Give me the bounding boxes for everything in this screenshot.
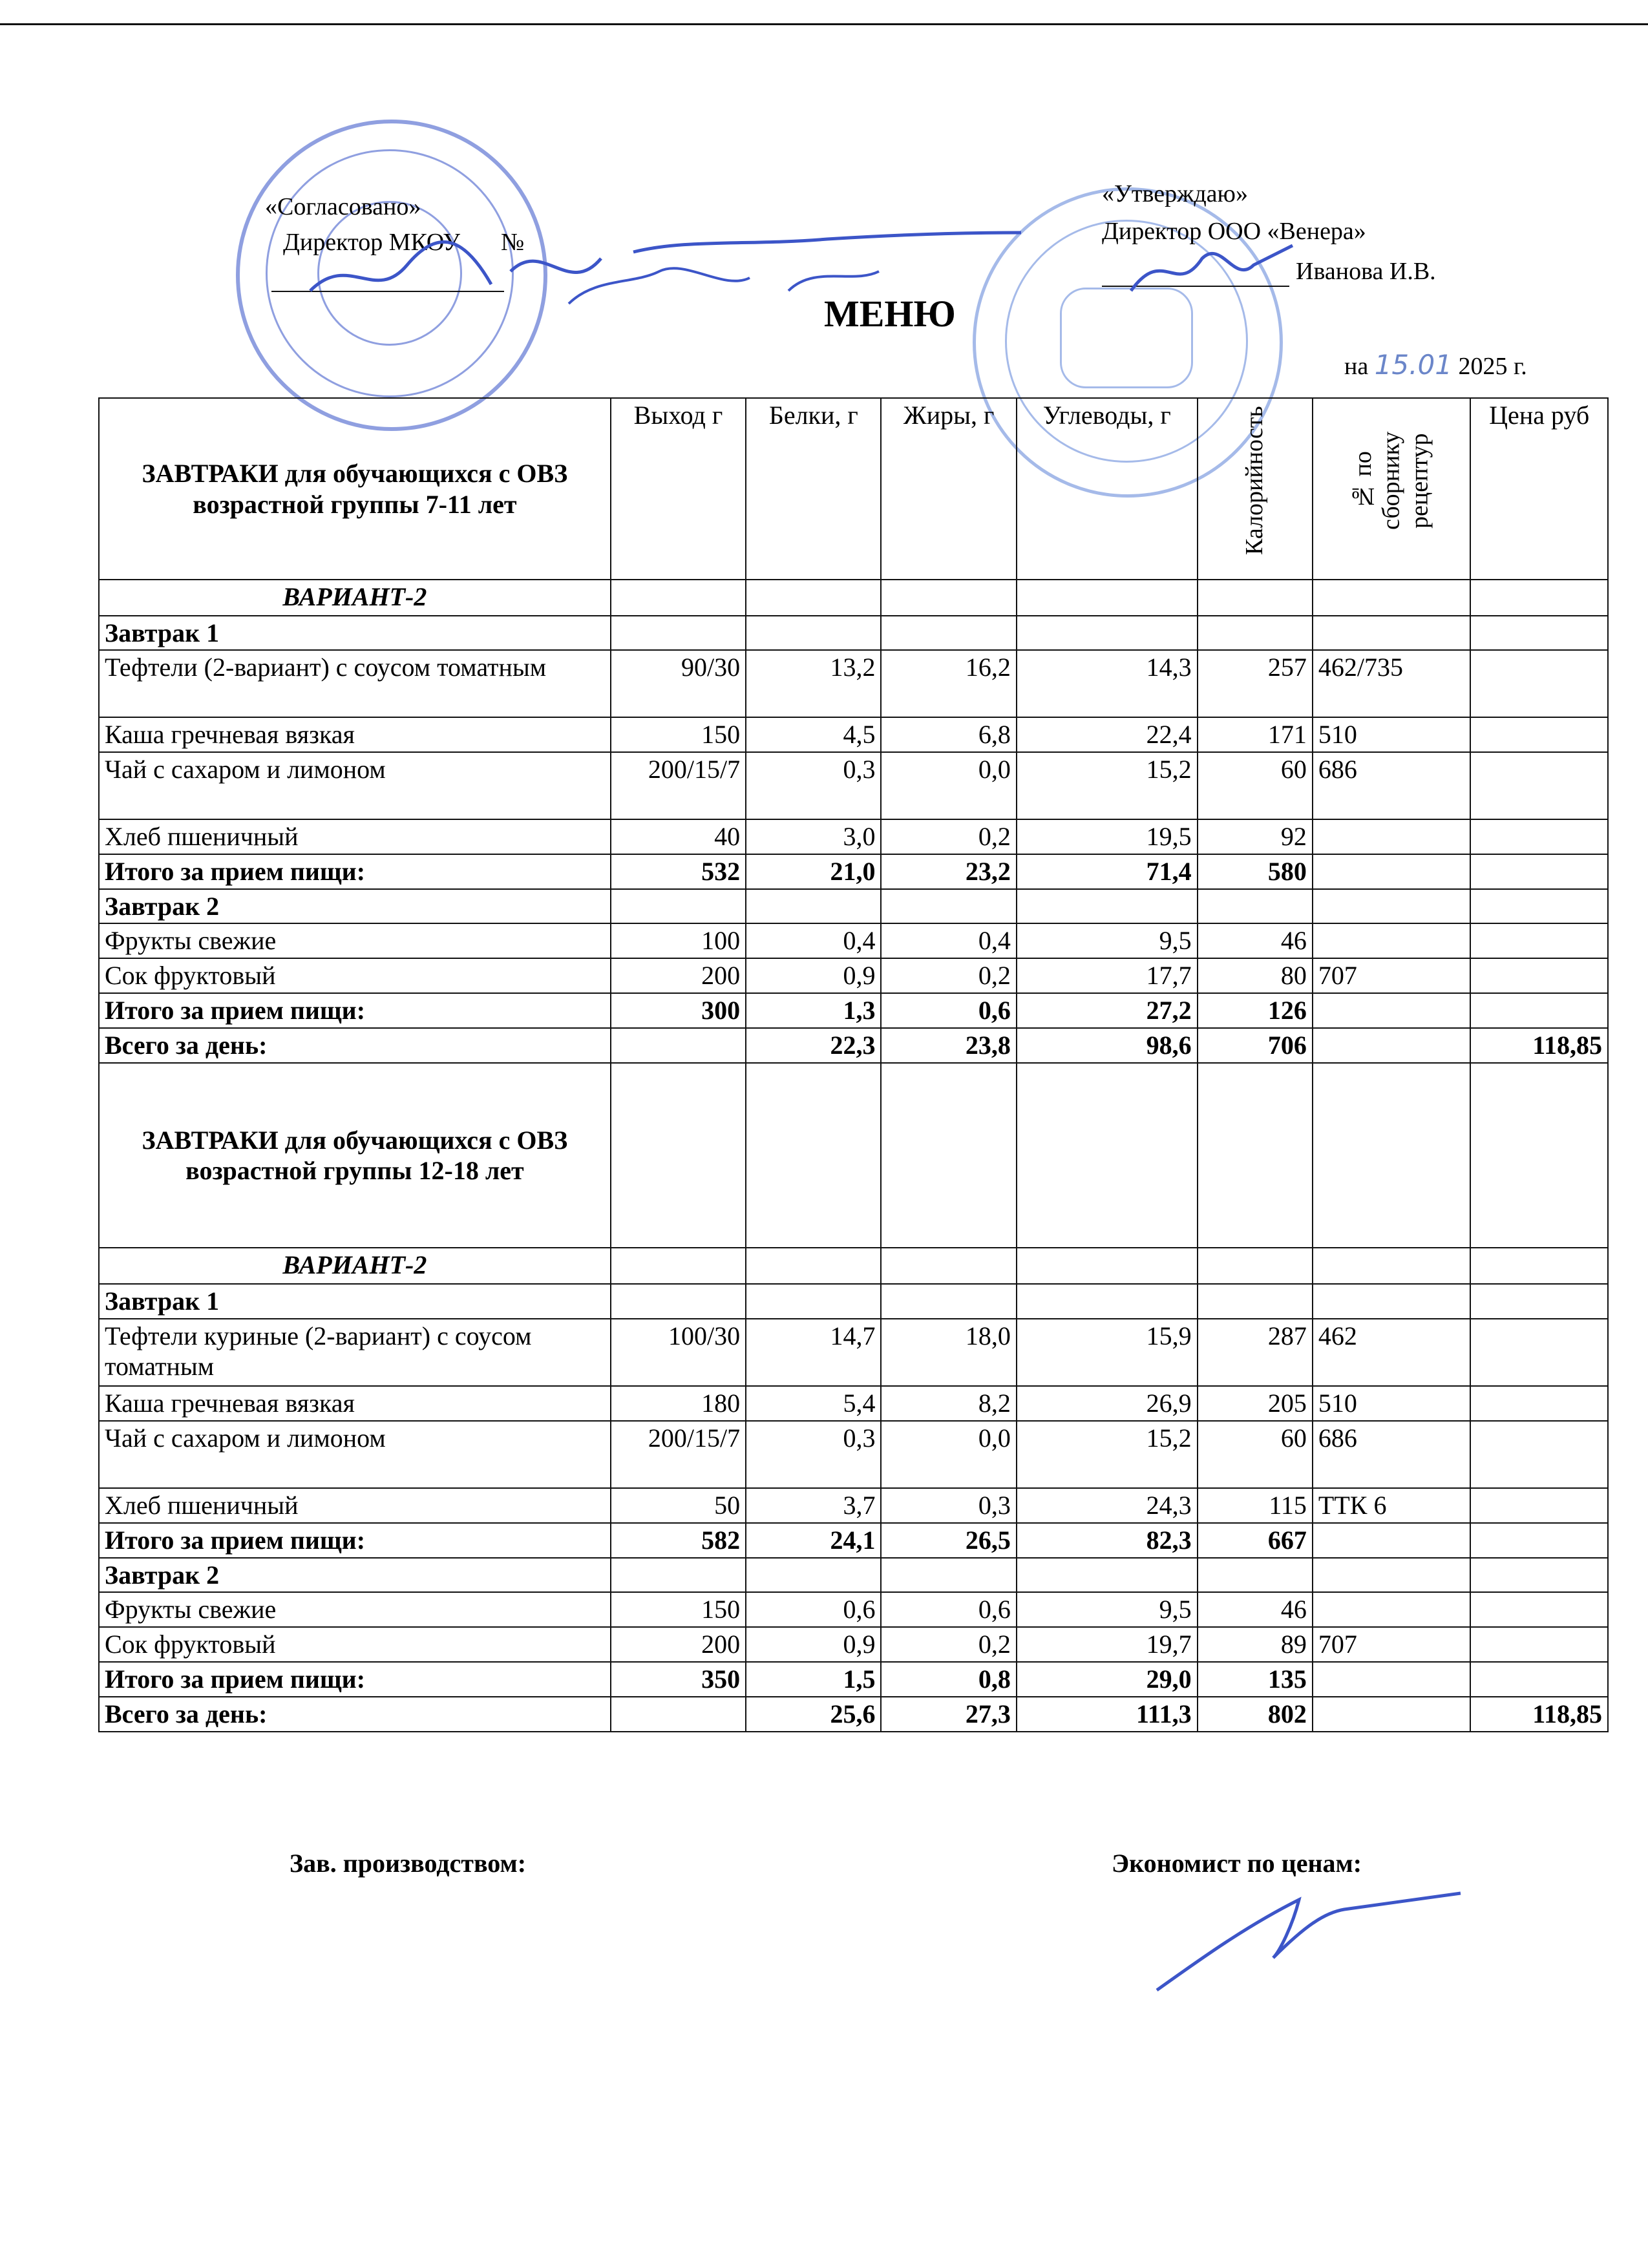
cell-cal: 287 (1198, 1319, 1313, 1386)
cell-fat: 23,2 (881, 854, 1016, 889)
cell-out: 582 (611, 1523, 746, 1558)
cell-recipe: 462 (1313, 1319, 1471, 1386)
cell-price: 118,85 (1470, 1028, 1608, 1063)
cell-recipe (1313, 1592, 1471, 1627)
row-label: ВАРИАНТ-2 (99, 1248, 611, 1284)
row-name: Чай с сахаром и лимоном (99, 752, 611, 819)
cell-price (1470, 717, 1608, 752)
cell-protein: 0,3 (746, 1421, 881, 1488)
column-calories (1198, 398, 1313, 580)
row-name: Сок фруктовый (99, 958, 611, 993)
row-name: Хлеб пшеничный (99, 1488, 611, 1523)
cell-recipe (1313, 1028, 1471, 1063)
cell-recipe (1313, 993, 1471, 1028)
cell-price (1470, 650, 1608, 717)
variant-row (99, 1248, 1608, 1284)
cell-carbs: 26,9 (1017, 1386, 1198, 1421)
cell-out: 100 (611, 923, 746, 958)
cell-protein: 0,3 (746, 752, 881, 819)
cell-recipe: 510 (1313, 1386, 1471, 1421)
cell-protein: 0,4 (746, 923, 881, 958)
cell-out: 100/30 (611, 1319, 746, 1386)
cell-protein: 25,6 (746, 1697, 881, 1732)
cell-protein: 0,9 (746, 1627, 881, 1662)
meal-label-row (99, 1558, 1608, 1592)
cell-out: 150 (611, 717, 746, 752)
cell-protein: 22,3 (746, 1028, 881, 1063)
cell-cal: 126 (1198, 993, 1313, 1028)
row-name: Сок фруктовый (99, 1627, 611, 1662)
empty-cell (881, 1063, 1016, 1248)
cell-protein: 14,7 (746, 1319, 881, 1386)
cell-carbs: 19,7 (1017, 1627, 1198, 1662)
cell-recipe (1313, 854, 1471, 889)
empty-cell (1017, 1558, 1198, 1592)
cell-cal: 802 (1198, 1697, 1313, 1732)
column-calories-label: Калорийность (1240, 406, 1268, 556)
empty-cell (1313, 580, 1471, 616)
cell-fat: 0,3 (881, 1488, 1016, 1523)
cell-carbs: 9,5 (1017, 1592, 1198, 1627)
empty-cell (1313, 889, 1471, 923)
cell-carbs: 98,6 (1017, 1028, 1198, 1063)
cell-carbs: 24,3 (1017, 1488, 1198, 1523)
cell-fat: 0,2 (881, 819, 1016, 854)
row-label: Завтрак 1 (99, 1284, 611, 1318)
column-output: Выход г (611, 398, 746, 580)
empty-cell (746, 580, 881, 616)
cell-cal: 171 (1198, 717, 1313, 752)
cell-fat: 0,6 (881, 1592, 1016, 1627)
row-name: Итого за прием пищи: (99, 854, 611, 889)
empty-cell (611, 1558, 746, 1592)
empty-cell (1313, 1558, 1471, 1592)
cell-carbs: 17,7 (1017, 958, 1198, 993)
row-name: Чай с сахаром и лимоном (99, 1421, 611, 1488)
cell-price (1470, 1523, 1608, 1558)
empty-cell (881, 1284, 1016, 1318)
cell-fat: 0,4 (881, 923, 1016, 958)
cell-out (611, 1028, 746, 1063)
empty-cell (881, 1248, 1016, 1284)
empty-cell (1313, 1248, 1471, 1284)
cell-price (1470, 752, 1608, 819)
menu-item-row (99, 1386, 1608, 1421)
approval-right-title: «Утверждаю» (1102, 180, 1248, 207)
cell-price (1470, 1627, 1608, 1662)
cell-fat: 26,5 (881, 1523, 1016, 1558)
cell-carbs: 22,4 (1017, 717, 1198, 752)
cell-protein: 1,5 (746, 1662, 881, 1697)
cell-recipe (1313, 819, 1471, 854)
empty-cell (1198, 1284, 1313, 1318)
empty-cell (746, 1063, 881, 1248)
empty-cell (881, 1558, 1016, 1592)
cell-recipe (1313, 1523, 1471, 1558)
column-protein: Белки, г (746, 398, 881, 580)
empty-cell (1470, 580, 1608, 616)
menu-item-row (99, 717, 1608, 752)
cell-cal: 706 (1198, 1028, 1313, 1063)
cell-cal: 257 (1198, 650, 1313, 717)
cell-out: 200 (611, 958, 746, 993)
cell-fat: 27,3 (881, 1697, 1016, 1732)
cell-price (1470, 1488, 1608, 1523)
cell-carbs: 15,2 (1017, 1421, 1198, 1488)
menu-item-row (99, 1627, 1608, 1662)
row-name: Каша гречневая вязкая (99, 1386, 611, 1421)
approval-right-position: Директор ООО «Венера» (1102, 218, 1366, 245)
empty-cell (1313, 1284, 1471, 1318)
cell-cal: 115 (1198, 1488, 1313, 1523)
cell-out: 50 (611, 1488, 746, 1523)
cell-fat: 8,2 (881, 1386, 1016, 1421)
menu-item-row (99, 923, 1608, 958)
economist-signature (1150, 1887, 1474, 1997)
cell-fat: 0,0 (881, 1421, 1016, 1488)
approval-left-position: Директор МКОУ (283, 229, 461, 256)
section-header-row (99, 398, 1608, 580)
meal-label-row (99, 616, 1608, 650)
meal-total-row (99, 1523, 1608, 1558)
cell-fat: 0,2 (881, 1627, 1016, 1662)
top-border-line (0, 23, 1648, 25)
empty-cell (746, 1284, 881, 1318)
cell-fat: 16,2 (881, 650, 1016, 717)
empty-cell (1198, 1063, 1313, 1248)
cell-protein: 21,0 (746, 854, 881, 889)
footer-production-manager: Зав. производством: (290, 1849, 527, 1878)
empty-cell (1198, 889, 1313, 923)
cell-out (611, 1697, 746, 1732)
cell-recipe (1313, 923, 1471, 958)
cell-protein: 13,2 (746, 650, 881, 717)
row-label: ВАРИАНТ-2 (99, 580, 611, 616)
approval-left-number: № (501, 229, 525, 256)
meal-label-row (99, 1284, 1608, 1318)
menu-item-row (99, 1488, 1608, 1523)
cell-recipe: 462/735 (1313, 650, 1471, 717)
cell-fat: 0,0 (881, 752, 1016, 819)
cell-carbs: 29,0 (1017, 1662, 1198, 1697)
cell-fat: 6,8 (881, 717, 1016, 752)
section-title: ЗАВТРАКИ для обучающихся с ОВЗ возрастной группы 7-11 лет (99, 398, 611, 580)
empty-cell (881, 580, 1016, 616)
meal-total-row (99, 854, 1608, 889)
cell-recipe: 707 (1313, 1627, 1471, 1662)
row-name: Хлеб пшеничный (99, 819, 611, 854)
approval-left-title: «Согласовано» (265, 193, 421, 220)
cell-recipe: 707 (1313, 958, 1471, 993)
cell-carbs: 15,9 (1017, 1319, 1198, 1386)
cell-cal: 205 (1198, 1386, 1313, 1421)
cell-out: 200 (611, 1627, 746, 1662)
cell-protein: 0,6 (746, 1592, 881, 1627)
empty-cell (611, 889, 746, 923)
empty-cell (746, 616, 881, 650)
cell-out: 90/30 (611, 650, 746, 717)
cell-protein: 5,4 (746, 1386, 881, 1421)
empty-cell (611, 1063, 746, 1248)
menu-item-row (99, 819, 1608, 854)
empty-cell (746, 1248, 881, 1284)
cell-price (1470, 1386, 1608, 1421)
date-handwritten: 15.01 (1374, 349, 1452, 381)
cell-carbs: 71,4 (1017, 854, 1198, 889)
section-title: ЗАВТРАКИ для обучающихся с ОВЗ возрастной группы 12-18 лет (99, 1063, 611, 1248)
row-name: Фрукты свежие (99, 1592, 611, 1627)
empty-cell (746, 1558, 881, 1592)
cell-cal: 89 (1198, 1627, 1313, 1662)
cell-recipe: 686 (1313, 1421, 1471, 1488)
cell-fat: 23,8 (881, 1028, 1016, 1063)
empty-cell (1017, 1248, 1198, 1284)
cell-recipe: 686 (1313, 752, 1471, 819)
cell-recipe (1313, 1697, 1471, 1732)
cell-cal: 46 (1198, 923, 1313, 958)
left-signature (297, 213, 1073, 310)
footer-price-economist: Экономист по ценам: (1112, 1849, 1362, 1878)
cell-cal: 80 (1198, 958, 1313, 993)
meal-total-row (99, 993, 1608, 1028)
date-year: 2025 г. (1458, 353, 1527, 380)
cell-price (1470, 1662, 1608, 1697)
empty-cell (1198, 580, 1313, 616)
empty-cell (881, 616, 1016, 650)
meal-total-row (99, 1662, 1608, 1697)
cell-cal: 580 (1198, 854, 1313, 889)
menu-item-row (99, 650, 1608, 717)
cell-fat: 0,8 (881, 1662, 1016, 1697)
cell-cal: 60 (1198, 1421, 1313, 1488)
empty-cell (1017, 1063, 1198, 1248)
cell-price (1470, 923, 1608, 958)
cell-carbs: 14,3 (1017, 650, 1198, 717)
cell-price (1470, 958, 1608, 993)
cell-cal: 92 (1198, 819, 1313, 854)
column-recipe (1313, 398, 1471, 580)
cell-out: 150 (611, 1592, 746, 1627)
cell-protein: 3,7 (746, 1488, 881, 1523)
cell-fat: 18,0 (881, 1319, 1016, 1386)
empty-cell (1313, 1063, 1471, 1248)
empty-cell (1470, 1558, 1608, 1592)
cell-out: 200/15/7 (611, 1421, 746, 1488)
meal-label-row (99, 889, 1608, 923)
cell-carbs: 111,3 (1017, 1697, 1198, 1732)
cell-cal: 46 (1198, 1592, 1313, 1627)
empty-cell (881, 889, 1016, 923)
cell-carbs: 9,5 (1017, 923, 1198, 958)
cell-protein: 1,3 (746, 993, 881, 1028)
empty-cell (611, 1284, 746, 1318)
variant-row (99, 580, 1608, 616)
row-name: Всего за день: (99, 1697, 611, 1732)
cell-recipe: ТТК 6 (1313, 1488, 1471, 1523)
column-recipe-label: № по сборнику рецептур (1349, 431, 1433, 530)
menu-item-row (99, 958, 1608, 993)
cell-out: 180 (611, 1386, 746, 1421)
row-name: Итого за прием пищи: (99, 993, 611, 1028)
cell-price: 118,85 (1470, 1697, 1608, 1732)
row-name: Тефтели (2-вариант) с соусом томатным (99, 650, 611, 717)
cell-price (1470, 1319, 1608, 1386)
cell-carbs: 82,3 (1017, 1523, 1198, 1558)
cell-price (1470, 1592, 1608, 1627)
row-name: Итого за прием пищи: (99, 1662, 611, 1697)
cell-price (1470, 993, 1608, 1028)
row-name: Фрукты свежие (99, 923, 611, 958)
left-signature-line (271, 291, 504, 292)
cell-fat: 0,2 (881, 958, 1016, 993)
column-price: Цена руб (1470, 398, 1608, 580)
cell-recipe (1313, 1662, 1471, 1697)
menu-table (98, 397, 1609, 1732)
cell-protein: 4,5 (746, 717, 881, 752)
empty-cell (1198, 616, 1313, 650)
row-label: Завтрак 2 (99, 1558, 611, 1592)
empty-cell (1470, 1284, 1608, 1318)
empty-cell (1017, 889, 1198, 923)
empty-cell (611, 1248, 746, 1284)
school-stamp (236, 120, 547, 431)
empty-cell (611, 616, 746, 650)
empty-cell (1470, 889, 1608, 923)
menu-item-row (99, 1592, 1608, 1627)
day-total-row (99, 1028, 1608, 1063)
approval-right-name: Иванова И.В. (1296, 258, 1436, 285)
cell-out: 350 (611, 1662, 746, 1697)
cell-carbs: 15,2 (1017, 752, 1198, 819)
column-fat: Жиры, г (881, 398, 1016, 580)
cell-recipe: 510 (1313, 717, 1471, 752)
empty-cell (1470, 1063, 1608, 1248)
cell-price (1470, 819, 1608, 854)
cell-price (1470, 1421, 1608, 1488)
cell-protein: 24,1 (746, 1523, 881, 1558)
empty-cell (1470, 1248, 1608, 1284)
right-signature-line (1102, 286, 1289, 287)
row-label: Завтрак 2 (99, 889, 611, 923)
cell-carbs: 27,2 (1017, 993, 1198, 1028)
row-name: Всего за день: (99, 1028, 611, 1063)
column-carbs: Углеводы, г (1017, 398, 1198, 580)
cell-carbs: 19,5 (1017, 819, 1198, 854)
cell-out: 200/15/7 (611, 752, 746, 819)
row-label: Завтрак 1 (99, 616, 611, 650)
empty-cell (611, 580, 746, 616)
empty-cell (1017, 1284, 1198, 1318)
empty-cell (746, 889, 881, 923)
menu-item-row (99, 1421, 1608, 1488)
cell-fat: 0,6 (881, 993, 1016, 1028)
day-total-row (99, 1697, 1608, 1732)
empty-cell (1198, 1558, 1313, 1592)
date-prefix: на (1344, 353, 1369, 380)
row-name: Каша гречневая вязкая (99, 717, 611, 752)
empty-cell (1017, 616, 1198, 650)
menu-item-row (99, 752, 1608, 819)
empty-cell (1198, 1248, 1313, 1284)
menu-item-row (99, 1319, 1608, 1386)
menu-date (1344, 349, 1527, 381)
empty-cell (1470, 616, 1608, 650)
cell-out: 40 (611, 819, 746, 854)
cell-out: 532 (611, 854, 746, 889)
empty-cell (1313, 616, 1471, 650)
row-name: Итого за прием пищи: (99, 1523, 611, 1558)
cell-protein: 3,0 (746, 819, 881, 854)
row-name: Тефтели куриные (2-вариант) с соусом томатным (99, 1319, 611, 1386)
empty-cell (1017, 580, 1198, 616)
cell-cal: 135 (1198, 1662, 1313, 1697)
cell-price (1470, 854, 1608, 889)
cell-out: 300 (611, 993, 746, 1028)
section-header-row (99, 1063, 1608, 1248)
cell-cal: 60 (1198, 752, 1313, 819)
cell-cal: 667 (1198, 1523, 1313, 1558)
page-title: МЕНЮ (824, 293, 956, 335)
cell-protein: 0,9 (746, 958, 881, 993)
